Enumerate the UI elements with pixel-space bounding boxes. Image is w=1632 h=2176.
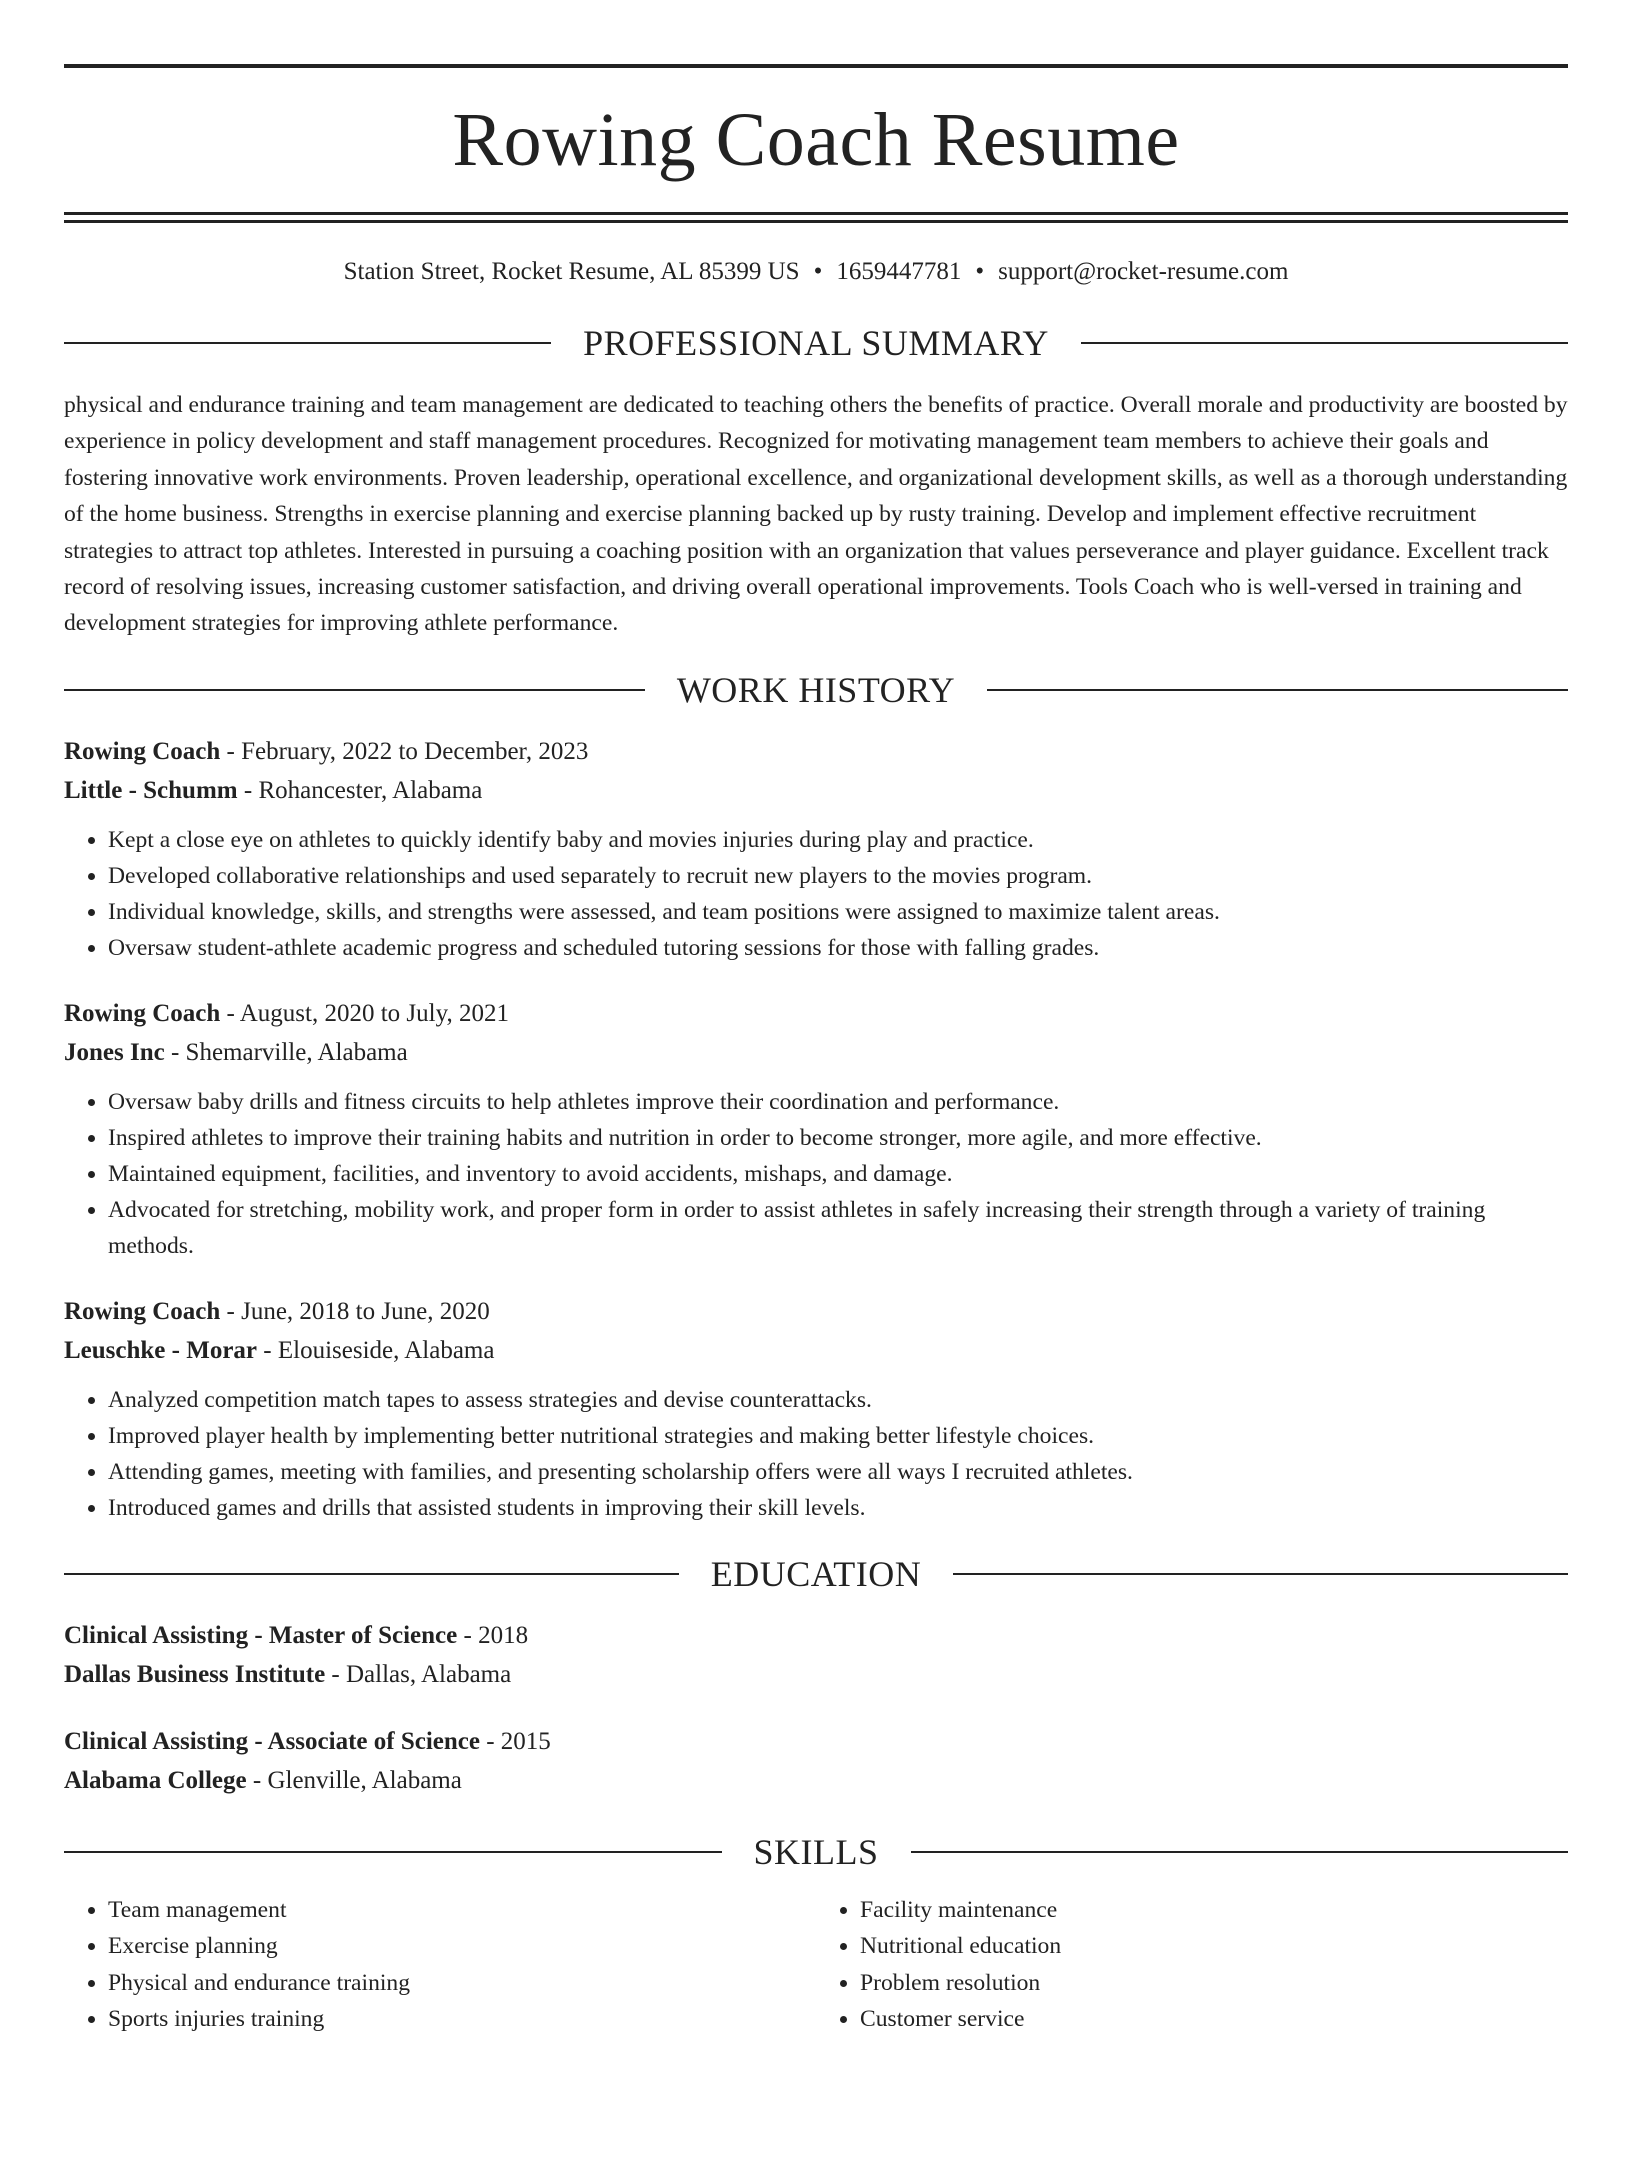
job-company-line: [64, 1033, 1568, 1072]
job-company: Little - Schumm: [64, 776, 238, 804]
list-item: • Advocated for stretching, mobility work, and proper form in order to assist athletes in safely increasing their strength through a variety of training methods.: [108, 1192, 1568, 1264]
contact-phone: 1659447781: [836, 258, 962, 285]
dash: -: [220, 999, 240, 1027]
job-location: Rohancester, Alabama: [258, 776, 483, 804]
heading-rule-right: [911, 1851, 1569, 1853]
work-heading: WORK HISTORY: [676, 669, 956, 710]
education-entry: [64, 1722, 1568, 1800]
resume-page: [0, 64, 1632, 2176]
dash: -: [246, 1766, 268, 1794]
heading-rule-right: [1081, 342, 1568, 344]
education-location: Glenville, Alabama: [267, 1766, 462, 1794]
job-entry: [64, 1292, 1568, 1526]
job-title: Rowing Coach: [64, 1297, 221, 1325]
education-degree-line: [64, 1616, 1568, 1655]
job-bullets: [64, 1084, 1568, 1264]
contact-separator: •: [975, 258, 985, 285]
list-item: • Analyzed competition match tapes to assess strategies and devise counterattacks.: [108, 1382, 1568, 1418]
list-item: • Maintained equipment, facilities, and inventory to avoid accidents, mishaps, and damage.: [108, 1156, 1568, 1192]
list-item: • Exercise planning: [108, 1928, 816, 1965]
education-degree-line: [64, 1722, 1568, 1761]
education-degree: Clinical Assisting - Associate of Science: [64, 1727, 480, 1755]
list-item: • Inspired athletes to improve their training habits and nutrition in order to become stronger, more agile, and more effective.: [108, 1120, 1568, 1156]
education-degree: Clinical Assisting - Master of Science: [64, 1621, 458, 1649]
job-company: Leuschke - Morar: [64, 1336, 258, 1364]
education-year: 2015: [500, 1727, 551, 1755]
education-school-line: [64, 1655, 1568, 1694]
list-item: • Facility maintenance: [860, 1892, 1568, 1929]
dash: -: [479, 1727, 501, 1755]
education-location: Dallas, Alabama: [346, 1660, 512, 1688]
job-dates: June, 2018 to June, 2020: [241, 1297, 490, 1325]
skills-section-heading: [64, 1831, 1568, 1872]
page-title: Rowing Coach Resume: [452, 98, 1180, 182]
contact-email: support@rocket-resume.com: [998, 258, 1289, 285]
list-item: • Oversaw student-athlete academic progress and scheduled tutoring sessions for those with falling grades.: [108, 930, 1568, 966]
education-entry: [64, 1616, 1568, 1694]
list-item: • Physical and endurance training: [108, 1965, 816, 2002]
list-item: • Attending games, meeting with families, and presenting scholarship offers were all ways I recruited athletes.: [108, 1454, 1568, 1490]
heading-rule-right: [987, 689, 1568, 691]
dash: -: [220, 1297, 242, 1325]
list-item: • Nutritional education: [860, 1928, 1568, 1965]
job-company: Jones Inc: [64, 1038, 165, 1066]
skills-column-left: [64, 1892, 816, 2038]
education-section-heading: [64, 1553, 1568, 1594]
list-item: • Kept a close eye on athletes to quickly identify baby and movies injuries during play and practice.: [108, 822, 1568, 858]
education-heading: EDUCATION: [710, 1553, 922, 1594]
job-title: Rowing Coach: [64, 737, 221, 765]
education-school: Alabama College: [64, 1766, 247, 1794]
list-item: • Improved player health by implementing better nutritional strategies and making better lifestyle choices.: [108, 1418, 1568, 1454]
education-school: Dallas Business Institute: [64, 1660, 326, 1688]
heading-rule-left: [64, 1573, 679, 1575]
job-company-line: [64, 771, 1568, 810]
list-item: • Introduced games and drills that assisted students in improving their skill levels.: [108, 1490, 1568, 1526]
list-item: • Individual knowledge, skills, and strengths were assessed, and team positions were assigned to maximize talent areas.: [108, 894, 1568, 930]
contact-address: Station Street, Rocket Resume, AL 85399 US: [343, 258, 800, 285]
summary-section-heading: [64, 325, 1568, 361]
contact-separator: •: [813, 258, 823, 285]
summary-text: physical and endurance training and team management are dedicated to teaching others the benefits of practice. Overall morale and productivity are boosted by experience in policy development and staff management procedures. Recognized for motivating management team members to achieve their goals and fostering innovative work environments. Proven leadership, operational excellence, and organizational development skills, as well as a thorough understanding of the home business. Strengths in exercise planning and exercise planning backed up by rusty training. Develop and implement effective recruitment strategies to attract top athletes. Interested in pursuing a coaching position with an organization that values perseverance and player guidance. Excellent track record of resolving issues, increasing customer satisfaction, and driving overall operational improvements. Tools Coach who is well-versed in training and development strategies for improving athlete performance.: [64, 392, 1568, 637]
list-item: • Problem resolution: [860, 1965, 1568, 2002]
job-location: Elouiseside, Alabama: [277, 1336, 495, 1364]
dash: -: [237, 776, 259, 804]
job-title-line: [64, 732, 1568, 771]
job-entry: [64, 994, 1568, 1264]
job-title-line: [64, 1292, 1568, 1331]
job-entry: [64, 732, 1568, 966]
dash: -: [220, 737, 242, 765]
job-bullets: [64, 1382, 1568, 1526]
education-year: 2018: [478, 1621, 529, 1649]
heading-rule-left: [64, 689, 645, 691]
dash: -: [164, 1038, 186, 1066]
work-section-heading: [64, 669, 1568, 710]
dash: -: [457, 1621, 479, 1649]
top-rule: [64, 64, 1568, 68]
list-item: • Customer service: [860, 2001, 1568, 2038]
job-title-line: [64, 994, 1568, 1033]
list-item: • Sports injuries training: [108, 2001, 816, 2038]
job-title: Rowing Coach: [64, 999, 221, 1027]
contact-line: [64, 257, 1568, 287]
summary-heading: PROFESSIONAL SUMMARY: [583, 323, 1049, 363]
education-school-line: [64, 1761, 1568, 1800]
dash: -: [257, 1336, 278, 1364]
job-dates: February, 2022 to December, 2023: [241, 737, 589, 765]
heading-rule-left: [64, 1851, 722, 1853]
heading-rule-left: [64, 342, 551, 344]
skills-column-right: [816, 1892, 1568, 2038]
title-double-rule: [64, 212, 1568, 223]
heading-rule-right: [953, 1573, 1568, 1575]
skills-heading: SKILLS: [753, 1831, 879, 1872]
job-company-line: [64, 1331, 1568, 1370]
job-dates: August, 2020 to July, 2021: [239, 999, 509, 1027]
job-location: Shemarville, Alabama: [185, 1038, 408, 1066]
skills-list: [64, 1892, 1568, 2038]
list-item: • Team management: [108, 1892, 816, 1929]
list-item: • Oversaw baby drills and fitness circuits to help athletes improve their coordination and performance.: [108, 1084, 1568, 1120]
job-bullets: [64, 822, 1568, 966]
list-item: • Developed collaborative relationships and used separately to recruit new players to the movies program.: [108, 858, 1568, 894]
dash: -: [325, 1660, 346, 1688]
